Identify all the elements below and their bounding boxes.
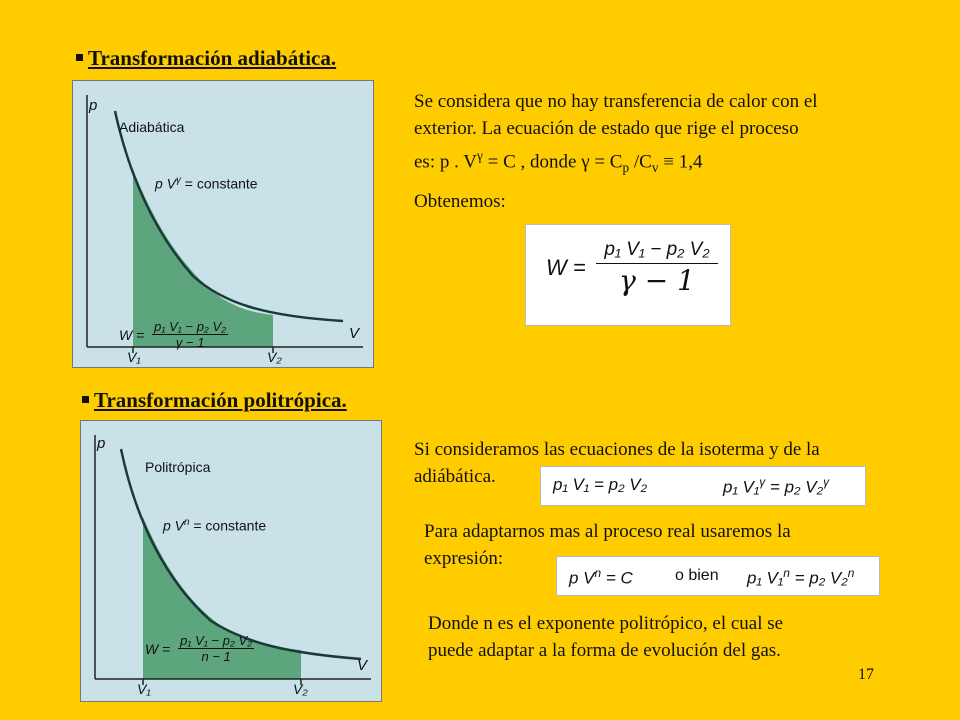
adiabatic-work-formula: W = p₁ V₁ − p₂ V₂ γ − 1	[525, 224, 731, 326]
adiabatic-heading: Transformación adiabática.	[76, 46, 336, 71]
work-formula-label: W = $\frac{\text{p₁ V₁ − p₂ V₂}}{n - 1}$	[145, 633, 253, 664]
polytropic-description: Si consideramos las ecuaciones de la isoterma y de la adiábática.	[414, 439, 820, 487]
obtain-label: Obtenemos:	[414, 191, 506, 212]
isotherm-adiabatic-formula: p₁ V₁ = p₂ V₂ p₁ V₁$^\gamma$ = p₂ V₂$^\gamma$	[540, 466, 866, 506]
v-axis-label: V	[357, 657, 368, 674]
exponent-description: Donde n es el exponente politrópico, el cual se puede adaptar a la forma de evolución del gas.	[428, 613, 784, 661]
p-axis-label: p	[89, 97, 98, 114]
bullet-icon	[82, 396, 89, 403]
adiabatic-pv-diagram	[72, 80, 374, 368]
adiabatic-description: Se considera que no hay transferencia de calor con el exterior. La ecuación de estado que rige el proceso es: p . $V^\gamma = C$ , donde $\gamma = C_p$ $/C_v \equiv 1,4$	[414, 91, 818, 176]
v2-tick-label: V₂	[293, 681, 308, 697]
bullet-icon	[76, 54, 83, 61]
page-number: 17	[858, 666, 874, 683]
polytropic-pv-diagram	[80, 420, 382, 702]
work-formula-label: W = $\frac{\text{p₁ V₁ − p₂ V₂}}{\gamma - 1}$	[119, 319, 227, 350]
diagram-title: Politrópica	[145, 459, 211, 475]
adapt-description: Para adaptarnos mas al proceso real usaremos la expresión:	[424, 521, 791, 569]
v2-tick-label: V₂	[267, 349, 282, 365]
p-axis-label: p	[97, 435, 106, 452]
v1-tick-label: V₁	[127, 349, 141, 365]
v1-tick-label: V₁	[137, 681, 151, 697]
state-law-label: p $V^\gamma$ = constante	[155, 175, 258, 192]
formula-numerator: p₁ V₁ − p₂ V₂	[596, 239, 718, 264]
polytropic-formula: p $V^n = C$ o bien p₁ V₁$^n$ = p₂ V₂$^n$	[556, 556, 880, 596]
diagram-title: Adiabática	[119, 119, 185, 135]
formula-denominator: γ − 1	[619, 264, 695, 297]
polytropic-heading: Transformación politrópica.	[82, 388, 347, 413]
state-law-label: p $V^n$ = constante	[163, 517, 267, 534]
v-axis-label: V	[349, 325, 360, 342]
